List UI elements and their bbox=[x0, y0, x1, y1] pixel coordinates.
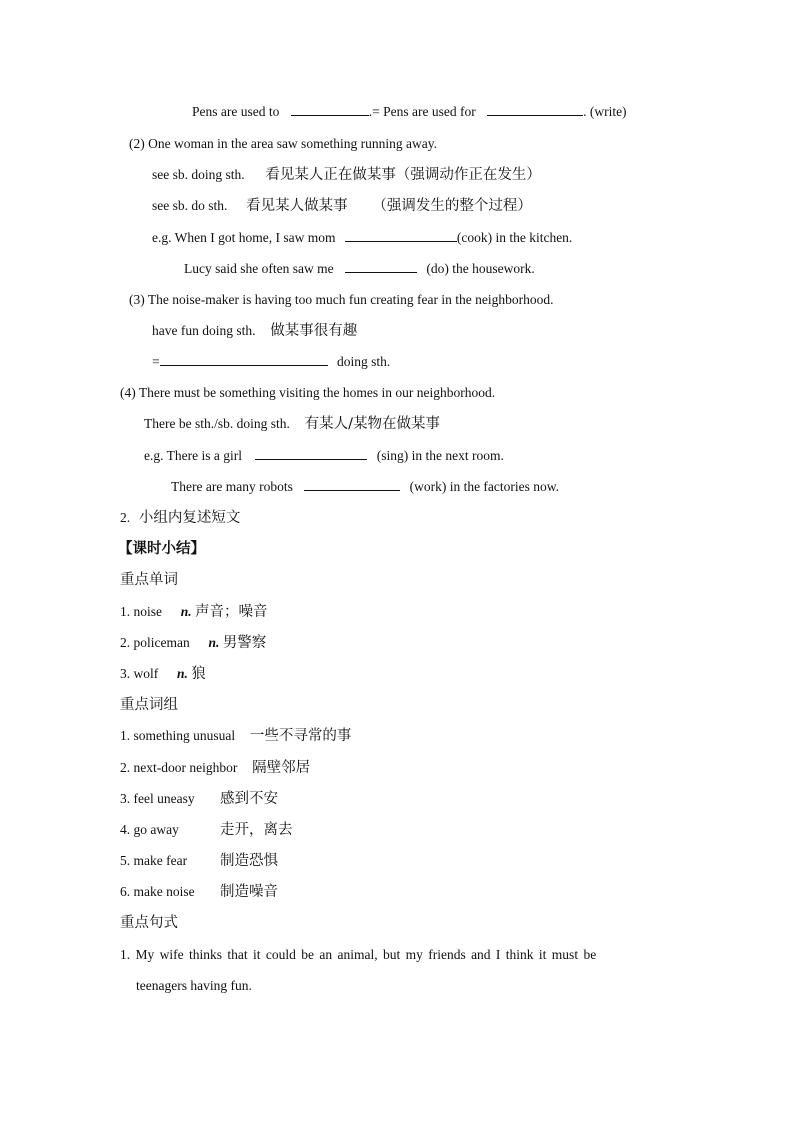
phrase-zh: 感到不安 bbox=[220, 791, 278, 807]
text: Lucy said she often saw me bbox=[184, 261, 334, 276]
phrase-item bbox=[120, 727, 351, 745]
phrase-item bbox=[120, 759, 310, 777]
word-en: 3. wolf bbox=[120, 666, 159, 681]
phrase-zh: 有某人/某物在做某事 bbox=[304, 416, 440, 432]
text: (work) in the factories now. bbox=[409, 479, 560, 494]
text: (cook) in the kitchen. bbox=[456, 230, 573, 245]
answer-blank bbox=[345, 229, 457, 242]
phrase-en: have fun doing sth. bbox=[152, 323, 256, 338]
text: doing sth. bbox=[337, 354, 391, 369]
answer-blank bbox=[487, 103, 583, 116]
phrase-zh: 做某事很有趣 bbox=[270, 323, 358, 339]
word-zh: 男警察 bbox=[222, 635, 267, 651]
answer-blank bbox=[291, 103, 369, 116]
text: Pens are used to bbox=[192, 104, 280, 119]
text: (sing) in the next room. bbox=[376, 448, 504, 463]
text: There are many robots bbox=[171, 479, 293, 494]
phrase-en: 6. make noise bbox=[120, 884, 195, 899]
phrase-item bbox=[120, 883, 278, 901]
example-sing bbox=[144, 447, 504, 465]
section-key-phrases: 重点词组 bbox=[120, 697, 178, 713]
answer-blank bbox=[160, 353, 328, 366]
phrase-zh: 一些不寻常的事 bbox=[249, 728, 352, 744]
sentence-3: (3) The noise-maker is having too much fun creating fear in the neighborhood. bbox=[129, 292, 554, 307]
section-key-words: 重点单词 bbox=[120, 572, 178, 588]
task-retell bbox=[120, 509, 240, 527]
word-pos: n. bbox=[177, 666, 188, 681]
task-number: 2. bbox=[120, 510, 131, 525]
phrase-item bbox=[120, 790, 278, 808]
section-key-sentences: 重点句式 bbox=[120, 915, 178, 931]
text: = bbox=[152, 354, 160, 369]
word-zh: 声音；噪音 bbox=[195, 604, 268, 620]
word-en: 1. noise bbox=[120, 604, 162, 619]
phrase-zh: 看见某人正在做某事（强调动作正在发生） bbox=[265, 167, 541, 183]
phrase-en: There be sth./sb. doing sth. bbox=[144, 416, 290, 431]
example-work bbox=[171, 478, 559, 496]
phrase-en: 3. feel uneasy bbox=[120, 791, 195, 806]
phrase-see-doing bbox=[152, 166, 541, 184]
sentence-4: (4) There must be something visiting the homes in our neighborhood. bbox=[120, 385, 496, 400]
word-en: 2. policeman bbox=[120, 635, 190, 650]
word-item bbox=[120, 603, 268, 621]
phrase-zh: 制造噪音 bbox=[220, 884, 278, 900]
answer-blank bbox=[304, 478, 400, 491]
word-pos: n. bbox=[208, 635, 220, 650]
phrase-en: 1. something unusual bbox=[120, 728, 236, 743]
text: e.g. There is a girl bbox=[144, 448, 242, 463]
example-cook bbox=[152, 229, 572, 247]
summary-title: 【课时小结】 bbox=[118, 541, 205, 557]
sentence-2: (2) One woman in the area saw something running away. bbox=[129, 136, 438, 151]
key-sentence-1-cont: teenagers having fun. bbox=[136, 978, 252, 993]
text: .= Pens are used for bbox=[368, 104, 476, 119]
answer-blank bbox=[255, 447, 367, 460]
word-zh: 狼 bbox=[191, 666, 206, 682]
phrase-note: （强调发生的整个过程） bbox=[372, 198, 532, 214]
phrase-item bbox=[120, 852, 278, 870]
phrase-zh: 制造恐惧 bbox=[220, 853, 278, 869]
answer-blank bbox=[345, 260, 417, 273]
key-sentence-1: 1. My wife thinks that it could be an animal, but my friends and I think it must be bbox=[120, 947, 597, 962]
exercise-line-write bbox=[192, 103, 627, 121]
phrase-zh: 看见某人做某事 bbox=[246, 198, 348, 214]
text: e.g. When I got home, I saw mom bbox=[152, 230, 336, 245]
phrase-item bbox=[120, 821, 293, 839]
word-item bbox=[120, 634, 266, 652]
phrase-en: 2. next-door neighbor bbox=[120, 760, 238, 775]
phrase-have-fun bbox=[152, 322, 357, 340]
phrase-see-do bbox=[152, 197, 532, 215]
phrase-zh: 走开，离去 bbox=[220, 822, 293, 838]
word-pos: n. bbox=[180, 604, 192, 619]
phrase-there-be bbox=[144, 415, 440, 433]
text: (do) the housework. bbox=[426, 261, 535, 276]
task-text: 小组内复述短文 bbox=[138, 510, 241, 526]
phrase-en: 5. make fear bbox=[120, 853, 188, 868]
text: . (write) bbox=[583, 104, 627, 119]
phrase-zh: 隔壁邻居 bbox=[252, 760, 311, 776]
phrase-en: see sb. doing sth. bbox=[152, 167, 245, 182]
phrase-en: see sb. do sth. bbox=[152, 198, 228, 213]
fill-line-have-fun bbox=[152, 353, 390, 371]
word-item bbox=[120, 665, 206, 683]
example-do bbox=[184, 260, 535, 278]
phrase-en: 4. go away bbox=[120, 822, 179, 837]
